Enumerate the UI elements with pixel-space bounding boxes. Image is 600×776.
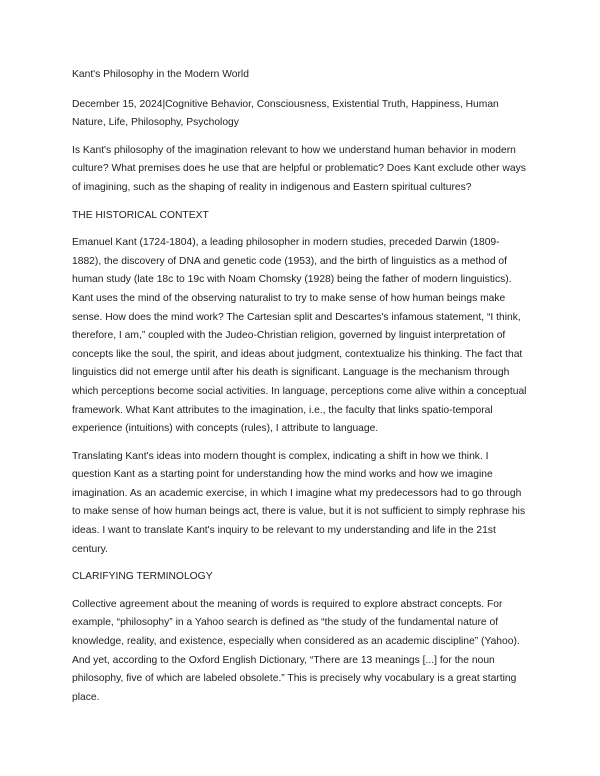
section-heading-historical-context: THE HISTORICAL CONTEXT: [72, 209, 209, 221]
intro-paragraph: Is Kant's philosophy of the imagination relevant to how we understand human behavior in modern culture? What premises does he use that are helpful or problematic? Does Kant exclude other ways of imagining, such as the shaping of reality in indigenous and Eastern spiritual cultures?: [72, 144, 526, 193]
paragraph-historical-context-2: Translating Kant's ideas into modern thought is complex, indicating a shift in how we think. I question Kant as a starting point for understanding how the mind works and how we imagine imagination. As an academic exercise, in which I imagine what my predecessors had to go through to make sense of how human beings act, there is value, but it is not sufficient to simply rephrase his ideas. I want to translate Kant's inquiry to be relevant to my understanding and life in the 21st century.: [72, 450, 526, 555]
paragraph-historical-context-1: Emanuel Kant (1724-1804), a leading philosopher in modern studies, preceded Darwin (1809-1882), the discovery of DNA and genetic code (1953), and the birth of linguistics as a method of human study (late 18c to 19c with Noam Chomsky (1928) being the father of modern linguistics). Kant uses the mind of the observing naturalist to try to make sense of how human beings make sense. How does the mind work? The Cartesian split and Descartes's infamous statement, “I think, therefore, I am,” coupled with the Judeo-Christian religion, governed by linguist interpretation of concepts like the soul, the spirit, and ideas about judgment, contextualize his thinking. The fact that linguistics did not emerge until after his death is significant. Language is the mechanism through which perceptions become social activities. In language, perceptions come alive within a conceptual framework. What Kant attributes to the imagination, i.e., the faculty that links spatio-temporal experience (intuitions) with concepts (rules), I attribute to language.: [72, 237, 527, 435]
post-meta: December 15, 2024|Cognitive Behavior, Consciousness, Existential Truth, Happiness, Human Nature, Life, Philosophy, Psychology: [72, 98, 499, 129]
document-title: Kant's Philosophy in the Modern World: [72, 69, 249, 80]
paragraph-clarifying-terminology-1: Collective agreement about the meaning of words is required to explore abstract concepts. For example, “philosophy” in a Yahoo search is defined as “the study of the fundamental nature of knowledge, reality, and existence, especially when considered as an academic discipline” (Yahoo). And yet, according to the Oxford English Dictionary, “There are 13 meanings [...] for the noun philosophy, five of which are labeled obsolete.” This is precisely why vocabulary is a great starting place.: [72, 598, 520, 703]
section-heading-clarifying-terminology: CLARIFYING TERMINOLOGY: [72, 571, 213, 583]
